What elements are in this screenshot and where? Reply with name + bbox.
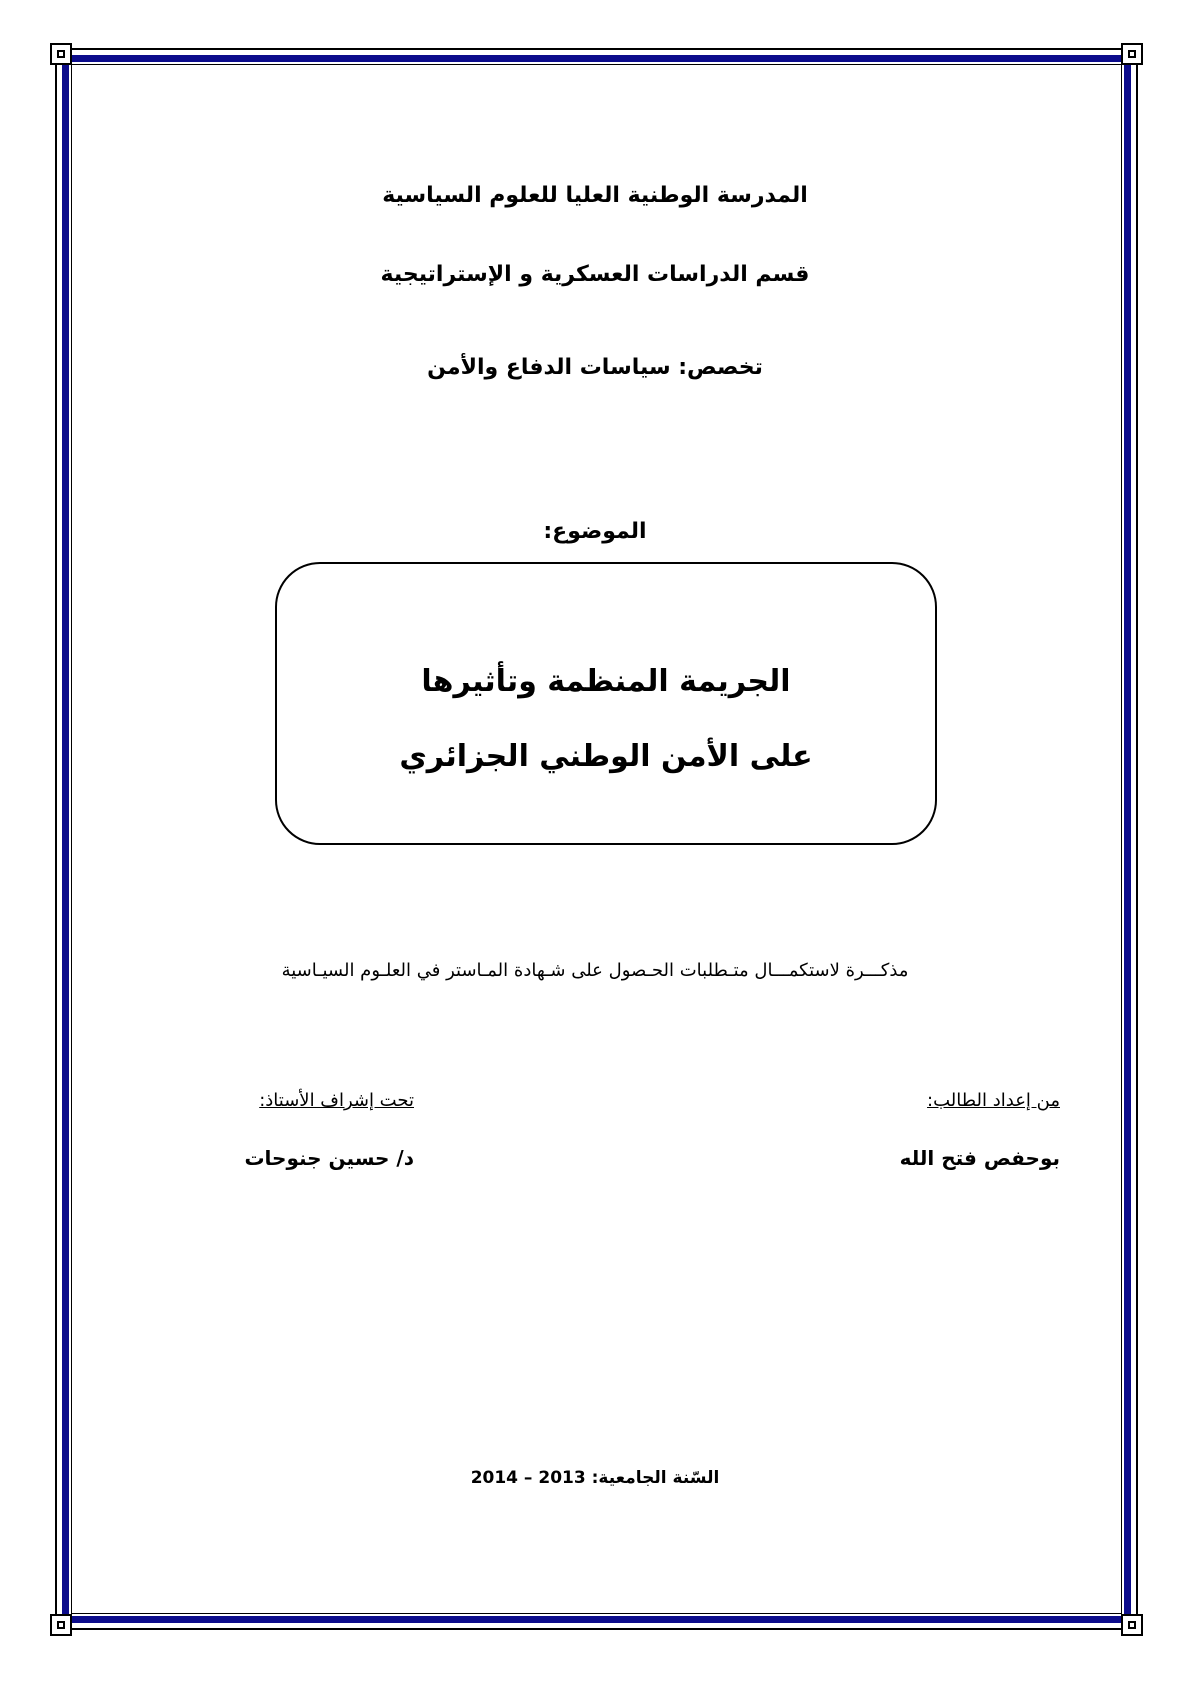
supervisor-label: تحت إشراف الأستاذ: bbox=[259, 1090, 414, 1111]
frame-corner-bottom-left bbox=[50, 1614, 72, 1636]
thesis-title-line-2: على الأمن الوطني الجزائري bbox=[399, 739, 813, 774]
school-name: المدرسة الوطنية العليا للعلوم السياسية bbox=[382, 183, 808, 208]
thesis-title-line-1: الجريمة المنظمة وتأثيرها bbox=[421, 664, 791, 699]
frame-corner-bottom-right bbox=[1121, 1614, 1143, 1636]
academic-year: السّنة الجامعية: 2013 – 2014 bbox=[470, 1468, 720, 1488]
student-name: بوحفص فتح الله bbox=[899, 1146, 1060, 1170]
thesis-title-box bbox=[275, 562, 937, 845]
frame-corner-top-right bbox=[1121, 43, 1143, 65]
student-label: من إعداد الطالب: bbox=[927, 1090, 1060, 1111]
frame-corner-top-left bbox=[50, 43, 72, 65]
specialty: تخصص: سياسات الدفاع والأمن bbox=[427, 355, 763, 380]
memo-description: مذكـــرة لاستكمـــال متـطلبات الحـصول على شـهادة المـاستر في العلـوم السيـاسية bbox=[281, 960, 909, 981]
department-name: قسم الدراسات العسكرية و الإستراتيجية bbox=[380, 262, 810, 287]
supervisor-name: د/ حسين جنوحات bbox=[244, 1146, 414, 1170]
subject-label: الموضوع: bbox=[543, 519, 647, 544]
